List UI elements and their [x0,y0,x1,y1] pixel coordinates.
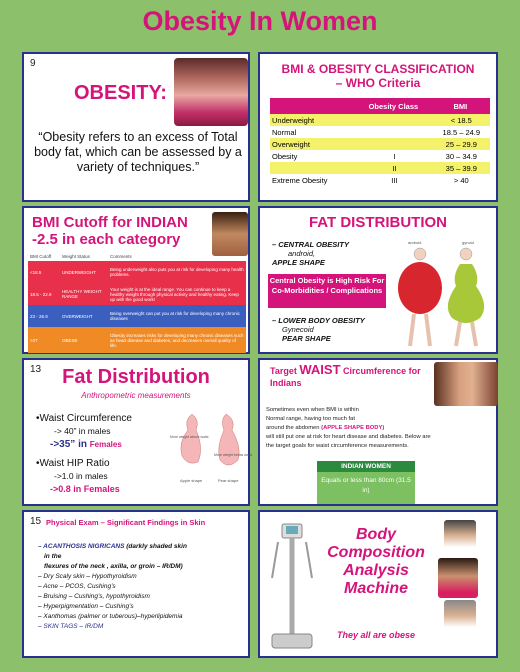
pear-outline [219,414,239,465]
table-row [270,114,490,126]
target-waist-body [266,406,496,451]
apple-head [414,248,426,260]
row-status: OVERWEIGHT [60,305,108,327]
apple-shape-highlight: (APPLE SHAPE BODY) [321,425,385,431]
list-item: – Acne – PCOS, Cushing’s [38,583,116,590]
list-item [38,542,248,552]
table-row [28,283,246,305]
waist-title: •Waist Circumference [36,413,132,424]
pear-legs [456,322,476,346]
column-header: BMI Cutoff [30,254,52,259]
bmi-cutoff-table [28,252,246,353]
text-line: android, [288,249,316,258]
table-row [28,305,246,327]
list-item: in the [44,553,62,560]
fat-distribution-heading: Fat Distribution [62,366,210,388]
bmi-classification-table [270,98,490,186]
row-label: Underweight [270,114,356,126]
row-bmi: 30 – 34.9 [431,150,490,162]
row-class [356,138,430,150]
row-bmi: 25 – 29.9 [431,138,490,150]
heading-prefix: Target [270,366,297,376]
table-header-row [270,98,490,114]
row-label: Extreme Obesity [270,174,356,186]
column-header: BMI [431,98,490,114]
row-label: Obesity [270,150,356,162]
table-row [28,261,246,283]
page-number: 9 [30,58,36,69]
waist-females-unit: Females [89,440,122,449]
central-obesity-text [272,240,349,267]
row-bmi: 35 – 39.9 [431,162,490,174]
list-item: – Bruising – Cushing’s, hypothyroidism [38,593,150,600]
column-header: Obesity Class [356,98,430,114]
doctor-photo [444,600,476,634]
target-waist-heading [270,364,430,389]
list-item: – SKIN TAGS – IR/DM [38,623,104,630]
obesity-definition-card [22,52,250,202]
table-row [270,138,490,150]
doctor-photo [444,520,476,554]
heading-line: BMI Cutoff for INDIAN [32,214,188,231]
text-line: Gynecoid [282,325,314,334]
gynoid-label: gynoid [462,240,474,245]
row-label: Normal [270,126,356,138]
machine-screen [286,526,298,534]
row-label [270,162,356,174]
table-row [270,126,490,138]
hip-males: ->1.0 in males [54,471,108,481]
page-title: Obesity In Women [142,6,378,36]
table-row [270,150,490,162]
fat-distribution-heading: FAT DISTRIBUTION [308,214,448,231]
pear-note: More weight below waist [214,453,253,457]
text-line: will still put one at risk for heart disease and diabetes. Below are [266,434,431,440]
table-row [270,174,490,186]
they-all-are-obese-caption: They all are obese [336,630,416,640]
hip-females: ->0.8 in Females [50,484,120,494]
body-composition-card [258,510,498,658]
apple-shape-label: Apple shape [180,478,203,483]
text-line: APPLE SHAPE [272,258,325,267]
android-label: android [408,240,422,245]
apple-body [398,262,442,314]
box-header: INDIAN WOMEN [317,461,415,472]
table-row [28,327,246,353]
lower-body-obesity-text [272,316,365,343]
heading-word: WAIST [299,362,341,377]
woman-photo [438,558,478,598]
heading-line: -2.5 in each category [32,231,181,248]
women-group-photo [434,362,498,406]
waist-males: -> 40” in males [54,426,111,436]
apple-legs [410,314,430,346]
row-label: Overweight [270,138,356,150]
list-item: flexures of the neck , axilla, or groin – IR/DM) [44,563,183,570]
apple-pear-outline-figure [170,408,253,498]
row-bmi: > 40 [431,174,490,186]
table-header-row [28,252,246,261]
text-line: – CENTRAL OBESITY [272,240,349,249]
heading-rest: Circumference for Indians [270,366,421,388]
pear-body [448,264,484,323]
row-cutoff: 18.5 - 22.9 [28,283,60,305]
waist-females [36,438,176,451]
hip-title: •Waist HIP Ratio [36,458,110,469]
row-status: HEALTHY WEIGHT RANGE [60,283,108,305]
machine-base [272,634,312,648]
text-span: around the abdomen [266,425,320,431]
woman-waist-photo [174,58,248,126]
waist-females-value: ->35” in [50,439,87,450]
bmi-cutoff-indian-card [22,206,250,354]
row-comment: Being overweight can put you at risk for developing many chronic diseases [108,305,246,327]
list-item: – Dry Scaly skin – Hypothyroidism [38,573,137,580]
fat-distribution-card [258,206,498,354]
text-line: PEAR SHAPE [282,334,331,343]
list-item-text: – ACANTHOSIS NIGRICANS [38,543,125,550]
anthropometric-subheading: Anthropometric measurements [81,391,191,400]
row-status: UNDERWEIGHT [60,261,108,283]
bmi-cutoff-heading [32,214,212,248]
text-line: – LOWER BODY OBESITY [272,316,365,325]
pear-head [460,248,472,260]
apple-pear-body-figure [390,236,496,352]
row-class [356,126,430,138]
pear-shape-label: Pear shape [218,478,239,483]
row-class: II [356,162,430,174]
box-body: Equals or less than 80cm (31.5 in) [317,472,415,504]
list-item: – Hyperpigmentation – Cushing’s [38,603,134,610]
list-item: – Xanthomas (palmer or tuberous)–hyperlipidemia [38,613,183,620]
row-comment: Being underweight also puts you at risk for developing many health problems. [108,261,246,283]
heading-line: – WHO Criteria [335,76,421,90]
row-status: OBESE [60,327,108,353]
text-line [266,424,496,433]
row-class: III [356,174,430,186]
row-class [356,114,430,126]
column-header: Weight Status [62,254,90,259]
bmi-classification-card [258,52,498,202]
obesity-heading: OBESITY: [74,82,167,104]
body-composition-machine-figure [268,518,316,656]
text-line: Normal range, having too much fat [266,416,355,422]
skin-findings-list [38,542,248,632]
row-comment: Your weight is at the ideal range. You can continue to keep a healthy weight through physical activity and healthy eating. Keep up with the good work! [108,283,246,305]
row-comment: Obesity increases risks for developing many chronic diseases such as heart disease and diabetes, and decreases overall quality of life. [108,327,246,353]
row-bmi: < 18.5 [431,114,490,126]
table-row [270,162,490,174]
row-bmi: 18.5 – 24.9 [431,126,490,138]
physical-exam-card [22,510,250,658]
anthropometric-list [36,406,176,496]
target-waist-card [258,358,498,506]
row-cutoff: <18.5 [28,261,60,283]
list-item-extra: (darkly shaded skin [124,543,187,550]
obesity-definition-quote: “Obesity refers to an excess of Total body fat, which can be assessed by a variety of techniques.” [34,130,242,174]
heading-line: BMI & OBESITY CLASSIFICATION [281,62,475,76]
row-class: I [356,150,430,162]
indian-women-target-box [316,460,416,504]
column-header: Comments [110,254,132,259]
body-composition-heading: Body Composition Analysis Machine [327,526,425,597]
row-cutoff: 23 - 26.9 [28,305,60,327]
bmi-classification-heading [260,62,496,90]
anthropometric-card [22,358,253,506]
column-header [270,98,356,114]
text-line: the target goals for waist circumference measurements. [266,443,409,449]
page-number: 13 [30,364,42,375]
physical-exam-heading: Physical Exam – Significant Findings in Skin [46,518,206,527]
apple-note: More weight above waist [170,435,209,439]
row-cutoff: >27 [28,327,60,353]
central-obesity-risk-banner: Central Obesity is High Risk For Co-Morbidities / Complications [268,274,386,308]
woman-portrait-photo [212,212,248,256]
text-line: Sometimes even when BMI is within [266,407,359,413]
page-number: 15 [30,516,42,527]
